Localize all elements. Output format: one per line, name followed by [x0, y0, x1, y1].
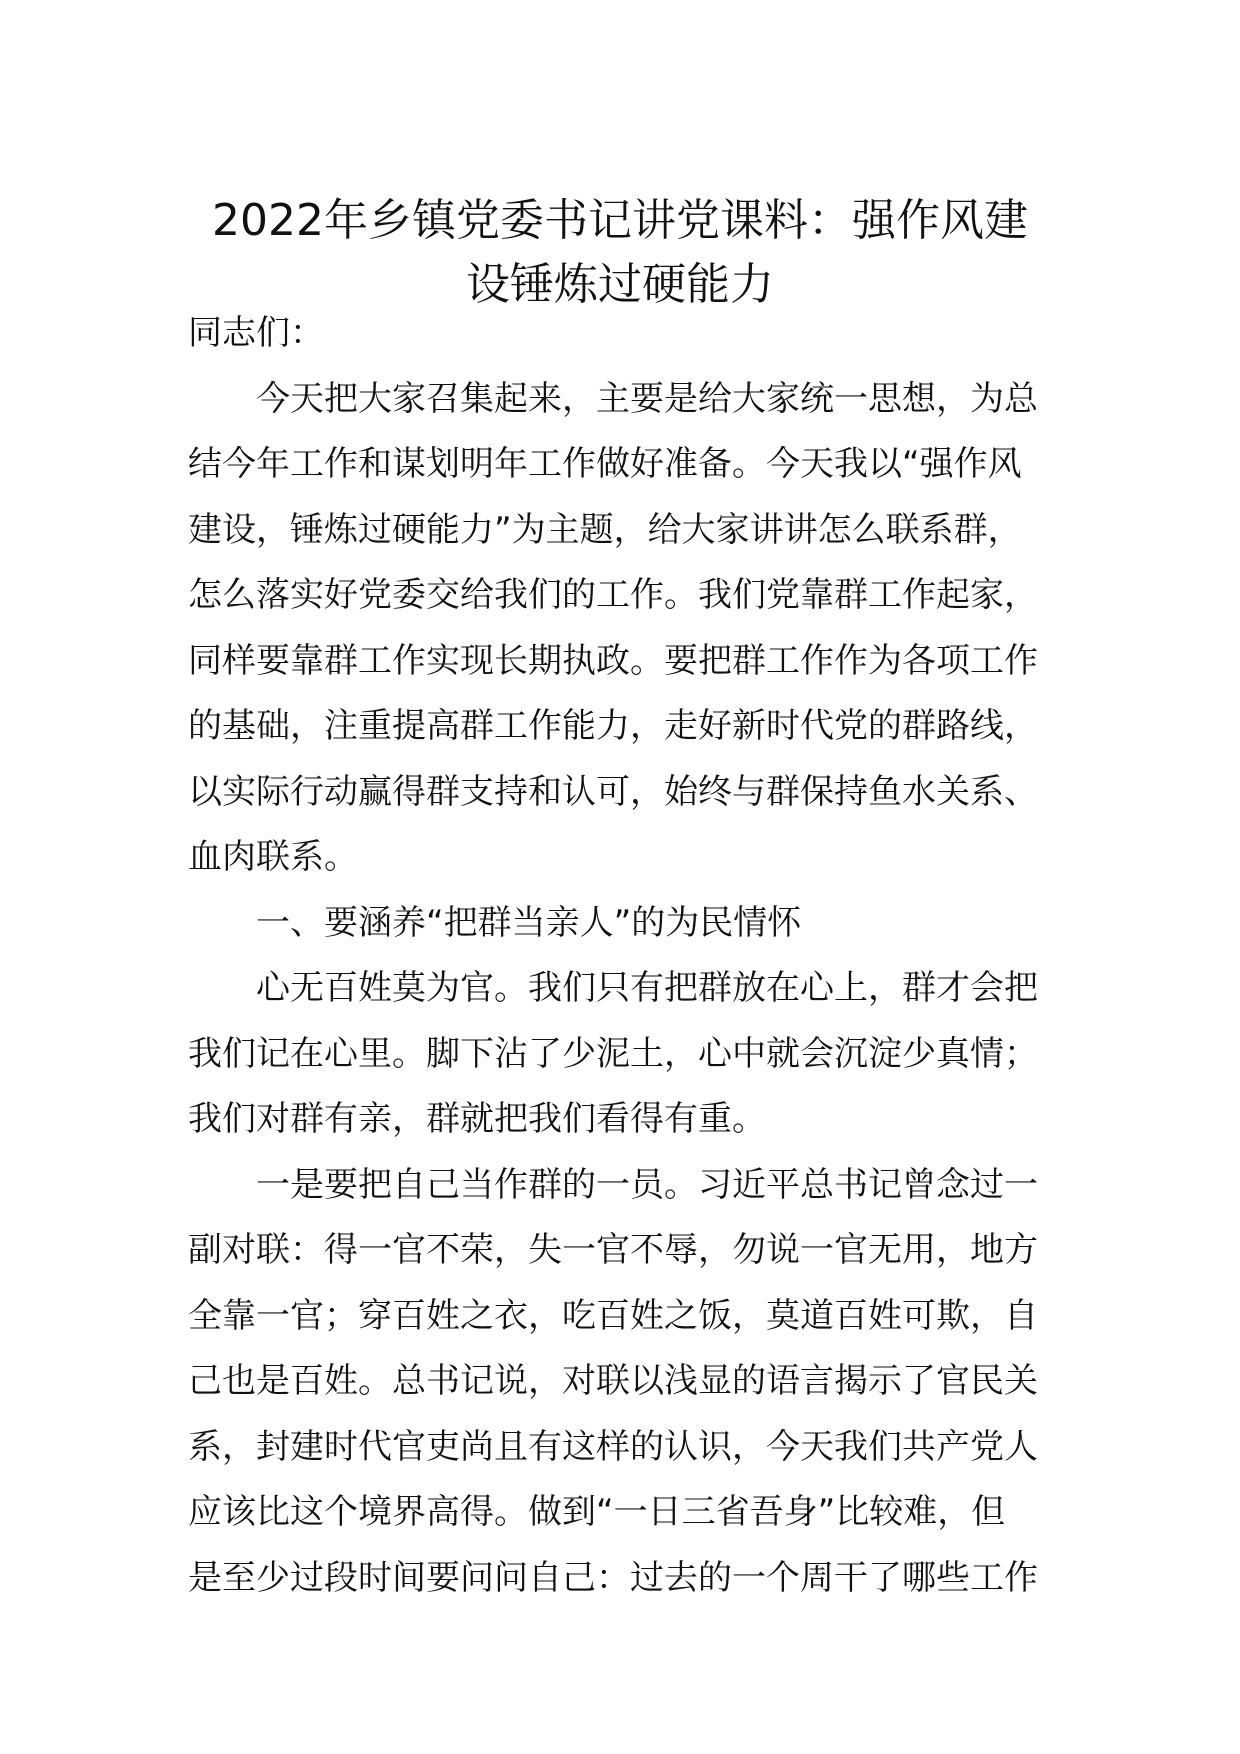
title-line-1: 2022年乡镇党委书记讲党课料：强作风建: [212, 195, 1028, 247]
body-line: 一、要涵养“把群当亲人”的为民情怀: [256, 902, 802, 943]
body-line: 同志们：: [188, 313, 324, 353]
body-line: 我们对群有亲，群就把我们看得有重。: [188, 1099, 766, 1139]
body-line: 全靠一官；穿百姓之衣，吃百姓之饭，莫道百姓可欺，自: [188, 1295, 1038, 1336]
body-line: 我们记在心里。脚下沾了少泥土，心中就会沉淀少真情；: [188, 1033, 1038, 1074]
body-line: 系，封建时代官吏尚且有这样的认识，今天我们共产党人: [188, 1426, 1038, 1467]
document-body: [188, 301, 1058, 1611]
body-line: 是至少过段时间要问问自己：过去的一个周干了哪些工作: [188, 1557, 1038, 1598]
body-line: 同样要靠群工作实现长期执政。要把群工作作为各项工作: [188, 640, 1038, 681]
body-line: 副对联：得一官不荣，失一官不辱，勿说一官无用，地方: [188, 1230, 1038, 1270]
body-line: 血肉联系。: [188, 837, 358, 877]
body-line: 建设，锤炼过硬能力”为主题，给大家讲讲怎么联系群，: [188, 509, 1022, 550]
body-line: 己也是百姓。总书记说，对联以浅显的语言揭示了官民关: [188, 1361, 1038, 1401]
body-line: 应该比这个境界高得。做到“一日三省吾身”比较难，但: [188, 1492, 1006, 1532]
body-line: 结今年工作和谋划明年工作做好准备。今天我以“强作风: [188, 444, 1022, 484]
title-line-2: 设锤炼过硬能力: [466, 259, 774, 311]
body-line: 怎么落实好党委交给我们的工作。我们党靠群工作起家，: [188, 575, 1038, 615]
document-title: [140, 189, 1100, 317]
body-line: 的基础，注重提高群工作能力，走好新时代党的群路线，: [188, 706, 1038, 746]
body-line: 一是要把自己当作群的一员。习近平总书记曾念过一: [256, 1164, 1038, 1205]
body-line: 以实际行动赢得群支持和认可，始终与群保持鱼水关系、: [188, 771, 1038, 812]
body-line: 心无百姓莫为官。我们只有把群放在心上，群才会把: [256, 968, 1038, 1008]
body-line: 今天把大家召集起来，主要是给大家统一思想，为总: [256, 378, 1038, 419]
